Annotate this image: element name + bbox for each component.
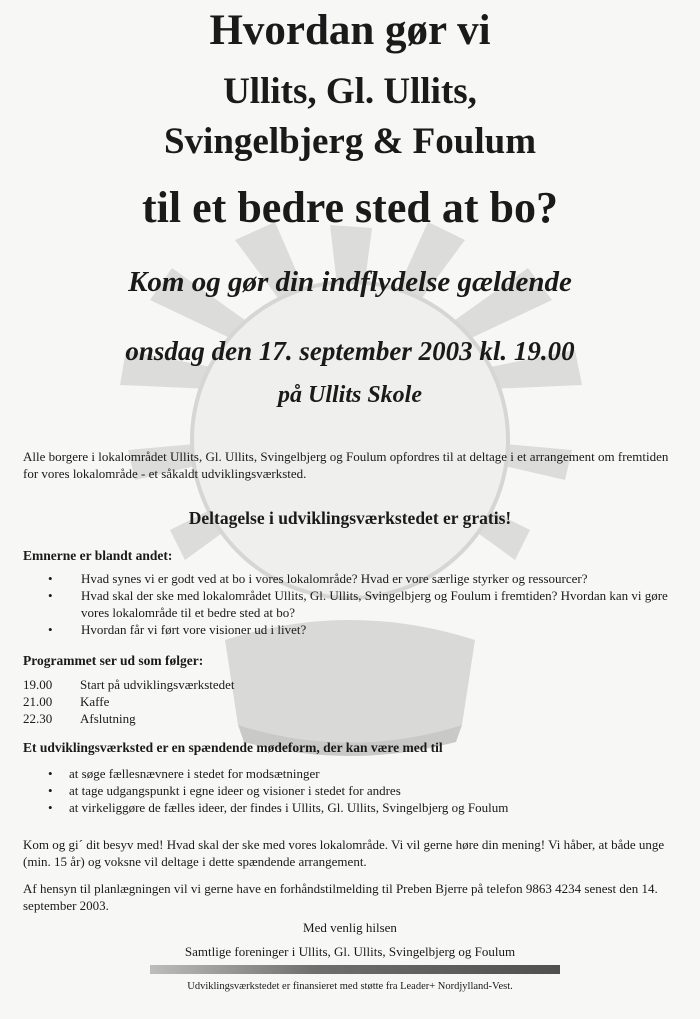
schedule-label: Afslutning xyxy=(80,711,136,726)
workshop-list xyxy=(69,765,669,816)
program-schedule xyxy=(23,676,235,727)
title-line-3: Svingelbjerg & Foulum xyxy=(163,121,537,162)
event-venue: på Ullits Skole xyxy=(277,382,422,408)
tagline: Kom og gør din indflydelse gældende xyxy=(128,266,572,298)
workshop-heading: Et udviklingsværksted er en spændende mødeform, der kan være med til xyxy=(23,740,443,755)
topics-list xyxy=(81,570,681,638)
divider-bar xyxy=(150,965,560,974)
title-line-4: til et bedre sted at bo? xyxy=(142,183,558,232)
schedule-time: 19.00 xyxy=(23,677,53,692)
title-line-1: Hvordan gør vi xyxy=(209,7,491,54)
list-item: • at tage udgangspunkt i egne ideer og visioner i stedet for andres xyxy=(69,782,669,799)
schedule-row xyxy=(23,693,235,710)
topics-heading: Emnerne er blandt andet: xyxy=(23,548,173,563)
list-item: • Hvordan får vi ført vore visioner ud i livet? xyxy=(81,621,681,638)
list-item: • Hvad skal der ske med lokalområdet Ullits, Gl. Ullits, Svingelbjerg og Foulum i fremtiden? Hvordan kan vi gøre vores lokalområde til et bedre sted at bo? xyxy=(81,587,681,621)
list-item: • at virkeliggøre de fælles ideer, der findes i Ullits, Gl. Ullits, Svingelbjerg og Foulum xyxy=(69,799,669,816)
list-item: • at søge fællesnævnere i stedet for modsætninger xyxy=(69,765,669,782)
footer-note: Udviklingsværkstedet er finansieret med støtte fra Leader+ Nordjylland-Vest. xyxy=(187,981,513,992)
program-heading: Programmet ser ud som følger: xyxy=(23,653,204,668)
intro-paragraph: Alle borgere i lokalområdet Ullits, Gl. Ullits, Svingelbjerg og Foulum opfordres til at deltage i et arrangement om fremtiden for vores lokalområde - et såkaldt udviklingsværksted. xyxy=(23,449,669,481)
schedule-label: Start på udviklingsværkstedet xyxy=(80,677,235,692)
schedule-row xyxy=(23,676,235,693)
schedule-time: 22.30 xyxy=(23,711,53,726)
schedule-label: Kaffe xyxy=(80,694,110,709)
title-line-2: Ullits, Gl. Ullits, xyxy=(223,71,477,112)
invite-paragraph: Kom og gi´ dit besyv med! Hvad skal der ske med vores lokalområde. Vi vil gerne høre din mening! Vi håber, at både unge (min. 15 år) og voksne vil deltage i dette spændende arrangement. xyxy=(23,837,665,869)
regards: Med venlig hilsen xyxy=(303,920,397,935)
signup-paragraph: Af hensyn til planlægningen vil vi gerne have en forhåndstilmelding til Preben Bjerre på telefon 9863 4234 senest den 14. september 2003. xyxy=(23,881,658,913)
signoff: Samtlige foreninger i Ullits, Gl. Ullits, Svingelbjerg og Foulum xyxy=(184,944,516,959)
free-notice: Deltagelse i udviklingsværkstedet er gratis! xyxy=(188,508,512,528)
schedule-time: 21.00 xyxy=(23,694,53,709)
schedule-row xyxy=(23,710,235,727)
event-date: onsdag den 17. september 2003 kl. 19.00 xyxy=(125,336,575,366)
list-item: • Hvad synes vi er godt ved at bo i vores lokalområde? Hvad er vore særlige styrker og ressourcer? xyxy=(81,570,681,587)
